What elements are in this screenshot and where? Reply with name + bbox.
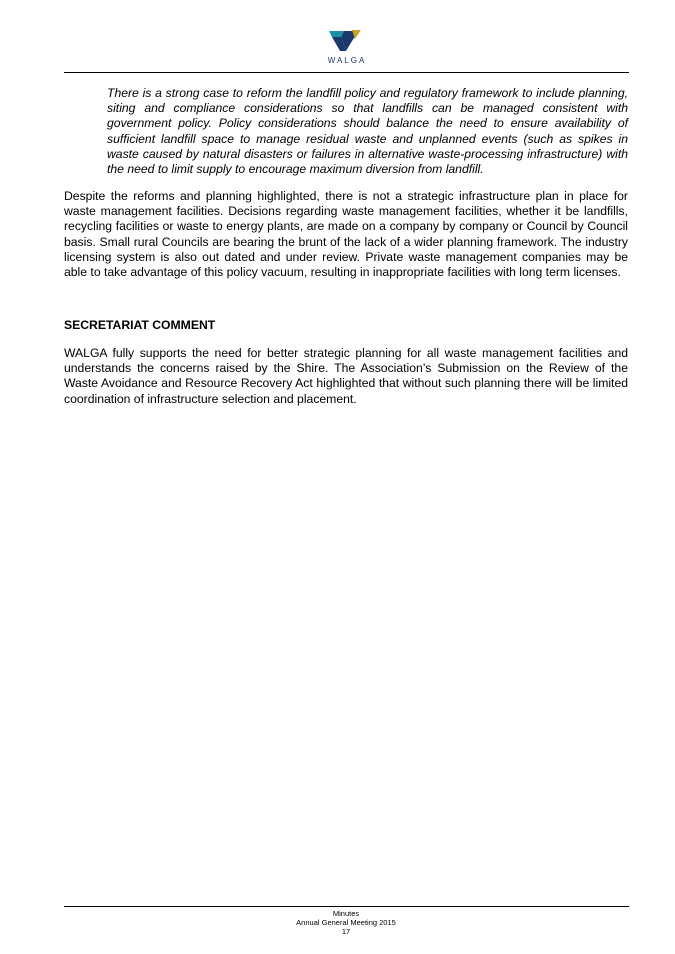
page-header [0,0,675,74]
header-divider [64,72,629,73]
section-heading: SECRETARIAT COMMENT [64,318,216,332]
walga-logo-icon [329,28,365,54]
page-footer [0,909,675,936]
logo-text: WALGA [327,56,367,65]
paragraph-planning: Despite the reforms and planning highlighted, there is not a strategic infrastructure plan in place for waste management facilities. Decisions regarding waste management facilities, whether it be landfills, recycling facilities or waste to energy plants, are made on a company by company or Council by Council basis. Small rural Councils are bearing the brunt of the lack of a wider planning framework. The industry licensing system is also out dated and under review. Private waste management companies may be able to take advantage of this policy vacuum, resulting in inappropriate facilities with long term licenses. [64,189,628,280]
footer-divider [64,906,629,907]
page-number: 17 [341,927,351,936]
footer-meeting: Annual General Meeting 2015 [296,918,396,927]
walga-logo [318,28,376,68]
quoted-passage: There is a strong case to reform the landfill policy and regulatory framework to include planning, siting and compliance considerations so that landfills can be managed consistent with government policy. Policy considerations should balance the need to ensure availability of sufficient landfill space to manage residual waste and unplanned events (such as spikes in waste caused by natural disasters or failures in alternative waste-processing infrastructure) with the need to limit supply to encourage maximum diversion from landfill. [107,86,628,177]
paragraph-secretariat-comment: WALGA fully supports the need for better strategic planning for all waste management facilities and understands the concerns raised by the Shire. The Association’s Submission on the Review of the Waste Avoidance and Resource Recovery Act highlighted that without such planning there will be limited coordination of infrastructure selection and placement. [64,346,628,406]
footer-title: Minutes [332,909,360,918]
